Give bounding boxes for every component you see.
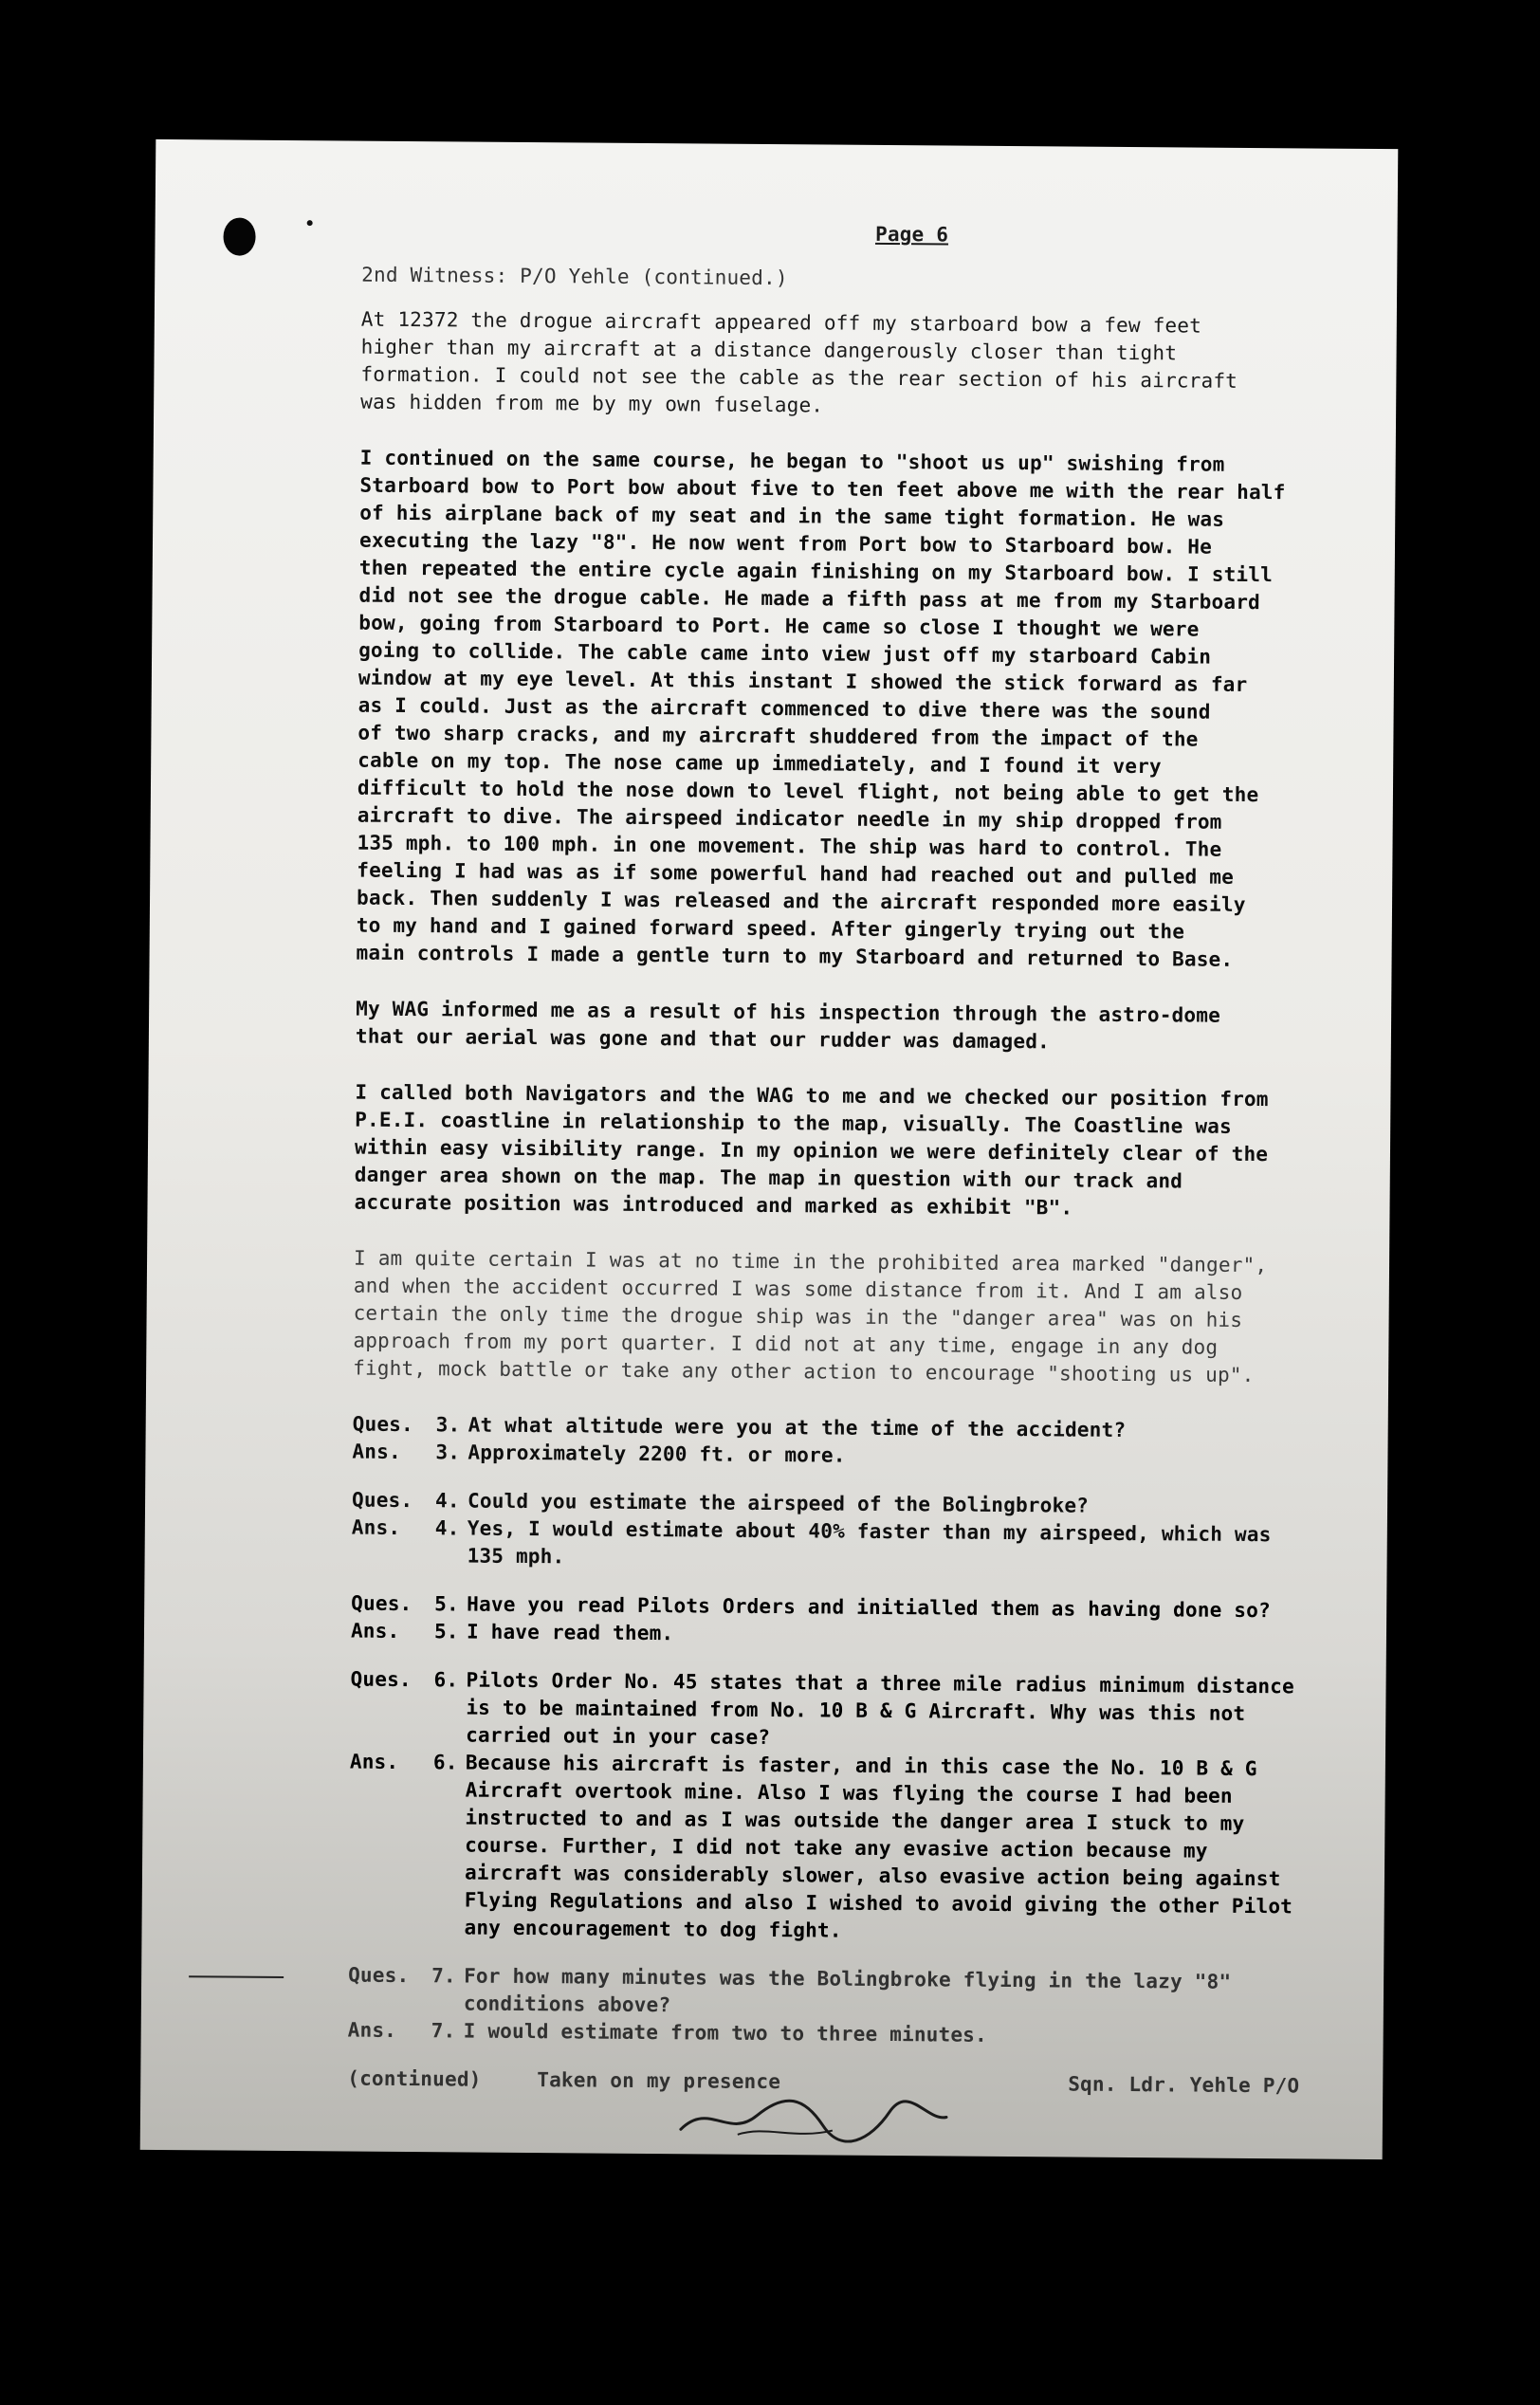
question-answer-5 [351, 1590, 1356, 1653]
qa-text: For how many minutes was the Bolingbroke flying in the lazy "8" conditions above? [463, 1964, 1232, 2017]
qa-text: Because his aircraft is faster, and in this case the No. 10 B & G Aircraft overtook mine. Also I was flying the course I had been instructed to and as I was outside the danger area I stuck to my course. Further, I did not take any evasive action because my aircraft was considerably slower, also evasive action being against Flying Regulations and also I wished to avoid giving the other Pilot any encouragement to dog fight. [464, 1751, 1293, 1942]
question-answer-7 [348, 1962, 1354, 2052]
handwritten-signature [671, 2082, 957, 2150]
paragraph: I continued on the same course, he began to "shoot us up" swishing from Starboard bow to Port bow about five to ten feet above me with the rear half of his airplane back of my seat and in the same tight formation. He was executing the lazy "8". He now went from Port bow to Starboard bow. He then repeated the entire cycle again finishing on my Starboard bow. I still did not see the drogue cable. He made a fifth pass at me from my Starboard bow, going from Starboard to Port. He came so close I thought we were going to collide. The cable came into view just off my starboard Cabin window at my eye level. At this instant I showed the stick forward as far as I could. Just as the aircraft commenced to dive there was the sound of two sharp cracks, and my aircraft shuddered from the impact of the cable on my top. The nose came up immediately, and I found it very difficult to hold the nose down to level flight, not being able to get the aircraft to dive. The airspeed indicator needle in my ship dropped from 135 mph. to 100 mph. in one movement. The ship was hard to control. The feeling I had was as if some powerful hand had reached out and pulled me back. Then suddenly I was released and the aircraft responded more easily to my hand and I gained forward speed. After gingerly trying out the main controls I made a gentle turn to my Starboard and returned to Base. [356, 446, 1286, 971]
qa-text: Yes, I would estimate about 40% faster than my airspeed, which was 135 mph. [467, 1516, 1272, 1569]
qa-text: I would estimate from two to three minutes. [463, 2019, 988, 2047]
qa-number: 7. [431, 1964, 456, 1988]
qa-number: 6. [433, 1668, 459, 1692]
qa-label: Ques. [351, 1488, 413, 1513]
qa-number: 5. [433, 1620, 459, 1643]
qa-label: Ans. [347, 2018, 397, 2042]
qa-label: Ques. [352, 1412, 414, 1437]
question-answer-3 [352, 1411, 1357, 1474]
qa-label: Ques. [351, 1591, 412, 1616]
qa-label: Ques. [350, 1667, 412, 1692]
qa-number: 3. [435, 1441, 461, 1464]
answer-row [348, 1749, 1355, 1949]
qa-label: Ans. [351, 1515, 401, 1539]
qa-label: Ques. [348, 1963, 410, 1988]
question-answer-4 [352, 1487, 1358, 1577]
qa-label: Ans. [349, 1750, 399, 1773]
paragraph: I am quite certain I was at no time in the prohibited area marked "danger", and when the accident occurred I was some distance from it. And I am also certain the only time the drogue ship was in the "danger area" was on his approach from my port quarter. I did not at any time, engage in any dog fight, mock battle or take any other action to encourage "shooting us up". [353, 1246, 1268, 1387]
qa-number: 6. [432, 1751, 458, 1774]
qa-text: Approximately 2200 ft. or more. [468, 1441, 846, 1467]
margin-rule [189, 1975, 284, 1978]
question-row [348, 1962, 1353, 2025]
qa-label: Ans. [350, 1619, 400, 1643]
punch-hole [223, 217, 255, 255]
ink-dot [307, 220, 313, 226]
page-title: Page 6 [874, 222, 949, 247]
witness-statement: Taken on my presence [537, 2068, 781, 2094]
qa-number: 7. [431, 2019, 456, 2043]
paragraph: My WAG informed me as a result of his inspection through the astro-dome that our aerial was gone and that our rudder was damaged. [355, 997, 1221, 1054]
qa-text: Have you read Pilots Orders and initialled them as having done so? [467, 1592, 1271, 1623]
qa-text: I have read them. [466, 1620, 674, 1645]
qa-number: 3. [435, 1413, 461, 1437]
qa-number: 5. [434, 1592, 460, 1616]
qa-text: Pilots Order No. 45 states that a three mile radius minimum distance is to be maintained from No. 10 B & G Aircraft. Why was this not carried out in your case? [466, 1668, 1295, 1750]
paragraph: I called both Navigators and the WAG to me and we checked our position from P.E.I. coastline in relationship to the map, visually. The Coastline was within easy visibility range. In my opinion we were definitely clear of the danger area shown on the map. The map in question with our track and accurate position was introduced and marked as exhibit "B". [354, 1080, 1269, 1220]
qa-number: 4. [434, 1489, 460, 1513]
document-body [347, 217, 1367, 2101]
question-row [350, 1666, 1356, 1756]
document-page [140, 139, 1399, 2159]
qa-text: Could you estimate the airspeed of the Bolingbroke? [467, 1489, 1090, 1517]
answer-row [352, 1515, 1357, 1577]
qa-number: 4. [434, 1516, 460, 1540]
qa-text: At what altitude were you at the time of the accident? [468, 1413, 1127, 1441]
question-answer-6 [348, 1666, 1355, 1949]
qa-label: Ans. [352, 1440, 401, 1463]
paragraph: At 12372 the drogue aircraft appeared off my starboard bow a few feet higher than my aircraft at a distance dangerously closer than tight formation. I could not see the cable as the rear section of his aircraft was hidden from me by my own fuselage. [360, 307, 1238, 417]
rank-line: Sqn. Ldr. Yehle P/O [1068, 2072, 1300, 2098]
continued-label: (continued) [347, 2066, 482, 2091]
witness-line: 2nd Witness: P/O Yehle (continued.) [361, 263, 788, 290]
